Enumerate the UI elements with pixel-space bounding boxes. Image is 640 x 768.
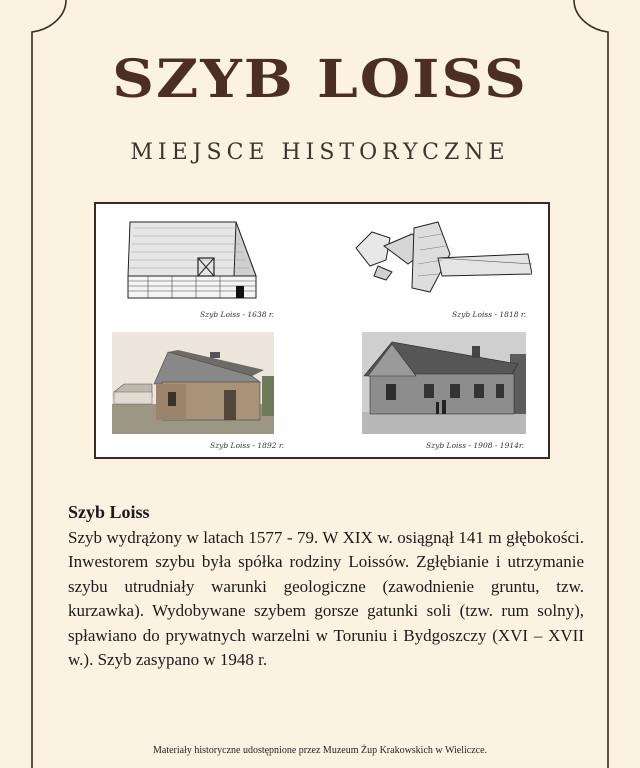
caption-1908-1914: Szyb Loiss - 1908 - 1914r. <box>426 441 525 450</box>
page-subtitle: MIEJSCE HISTORYCZNE <box>130 140 510 165</box>
historical-images-panel <box>94 202 550 459</box>
photo-1908-1914-image <box>362 332 526 434</box>
caption-1638: Szyb Loiss - 1638 r. <box>200 310 275 319</box>
photo-1892-image <box>112 332 274 434</box>
page-title: SZYB LOISS <box>112 48 528 110</box>
article-text: Szyb wydrążony w latach 1577 - 79. W XIX w. osiągnął 141 m głębokości. Inwestorem szybu była spółka rodziny Loissów. Zgłębianie i utrzymanie szybu utrudniały warunki geologiczne (zawodnienie gruntu, tzw. kurzawka). Wydobywane szybem gorsze gatunki soli (tzw. rum solny), spławiano do prywatnych warzelni w Toruniu i Bydgoszczy (XVI – XVII w.). Szyb zasypano w 1948 r. <box>68 528 584 670</box>
drawing-1818-image <box>352 218 532 302</box>
footer-note: Materiały historyczne udostępnione przez Muzeum Żup Krakowskich w Wieliczce. <box>152 745 488 756</box>
caption-1892: Szyb Loiss - 1892 r. <box>210 441 285 450</box>
article-title: Szyb Loiss <box>68 502 150 522</box>
caption-1818: Szyb Loiss - 1818 r. <box>452 310 527 319</box>
drawing-1638-image <box>124 220 260 302</box>
